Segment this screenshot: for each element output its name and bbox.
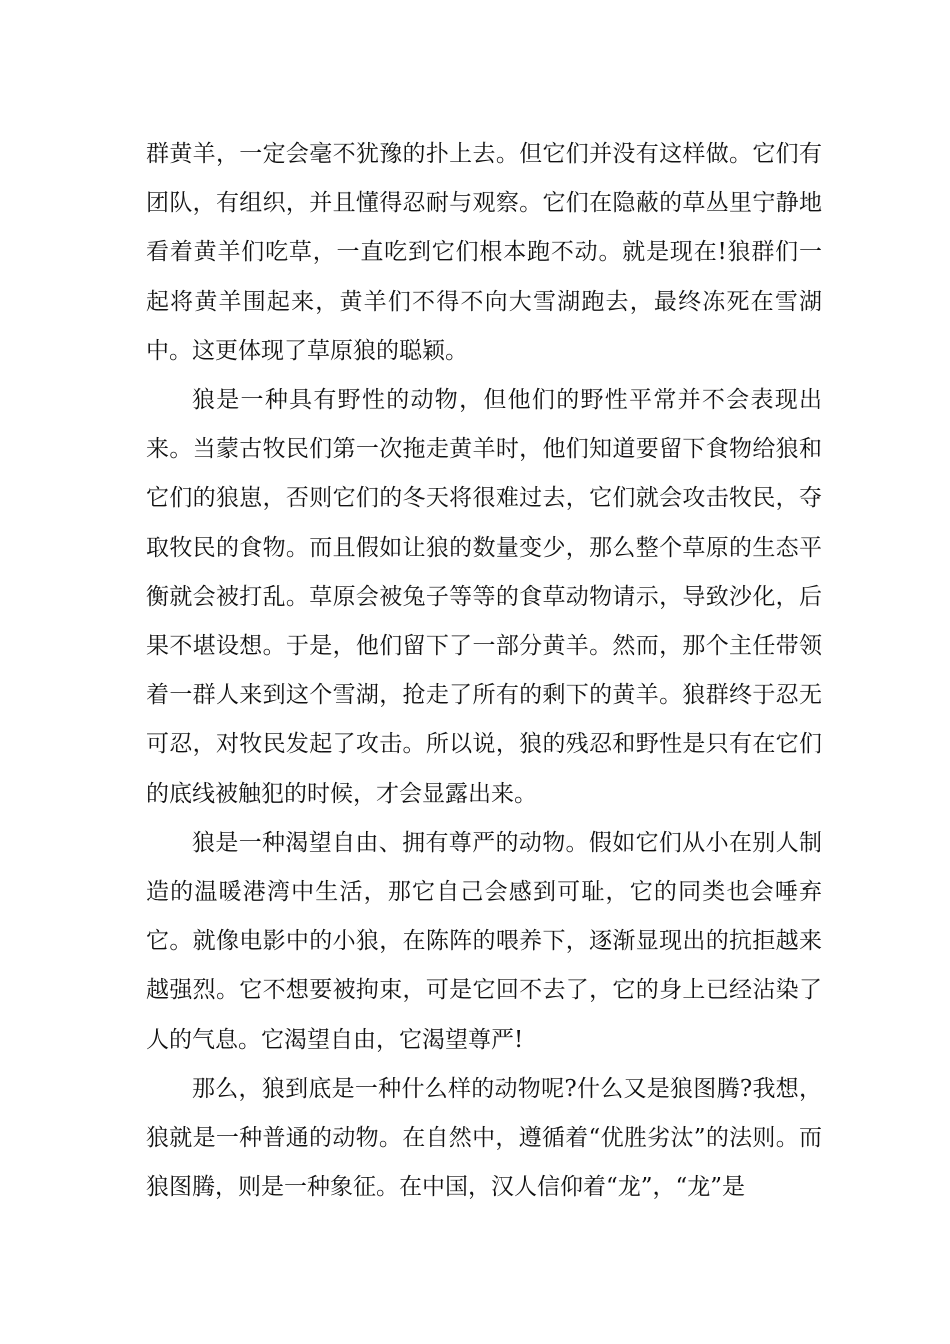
paragraph-1: 群黄羊，一定会毫不犹豫的扑上去。但它们并没有这样做。它们有团队，有组织，并且懂得忍耐与观察。它们在隐蔽的草丛里宁静地看着黄羊们吃草，一直吃到它们根本跑不动。就是现在!狼群们一起将黄羊围起来，黄羊们不得不向大雪湖跑去，最终冻死在雪湖中。这更体现了草原狼的聪颖。 — [146, 141, 822, 364]
paragraph-4: 那么，狼到底是一种什么样的动物呢?什么又是狼图腾?我想，狼就是一种普通的动物。在自然中，遵循着“优胜劣汰”的法则。而狼图腾，则是一种象征。在中国，汉人信仰着“龙”，“龙”是 — [146, 1075, 822, 1201]
paragraph-3: 狼是一种渴望自由、拥有尊严的动物。假如它们从小在别人制造的温暖港湾中生活，那它自己会感到可耻，它的同类也会唾弃它。就像电影中的小狼，在陈阵的喂养下，逐渐显现出的抗拒越来越强烈。它不想要被拘束，可是它回不去了，它的身上已经沾染了人的气息。它渴望自由，它渴望尊严! — [146, 829, 822, 1053]
body-text — [146, 130, 822, 1212]
paragraph-2: 狼是一种具有野性的动物，但他们的野性平常并不会表现出来。当蒙古牧民们第一次拖走黄羊时，他们知道要留下食物给狼和它们的狼崽，否则它们的冬天将很难过去，它们就会攻击牧民，夺取牧民的食物。而且假如让狼的数量变少，那么整个草原的生态平衡就会被打乱。草原会被兔子等等的食草动物请示，导致沙化，后果不堪设想。于是，他们留下了一部分黄羊。然而，那个主任带领着一群人来到这个雪湖，抢走了所有的剩下的黄羊。狼群终于忍无可忍，对牧民发起了攻击。所以说，狼的残忍和野性是只有在它们的底线被触犯的时候，才会显露出来。 — [146, 387, 822, 807]
